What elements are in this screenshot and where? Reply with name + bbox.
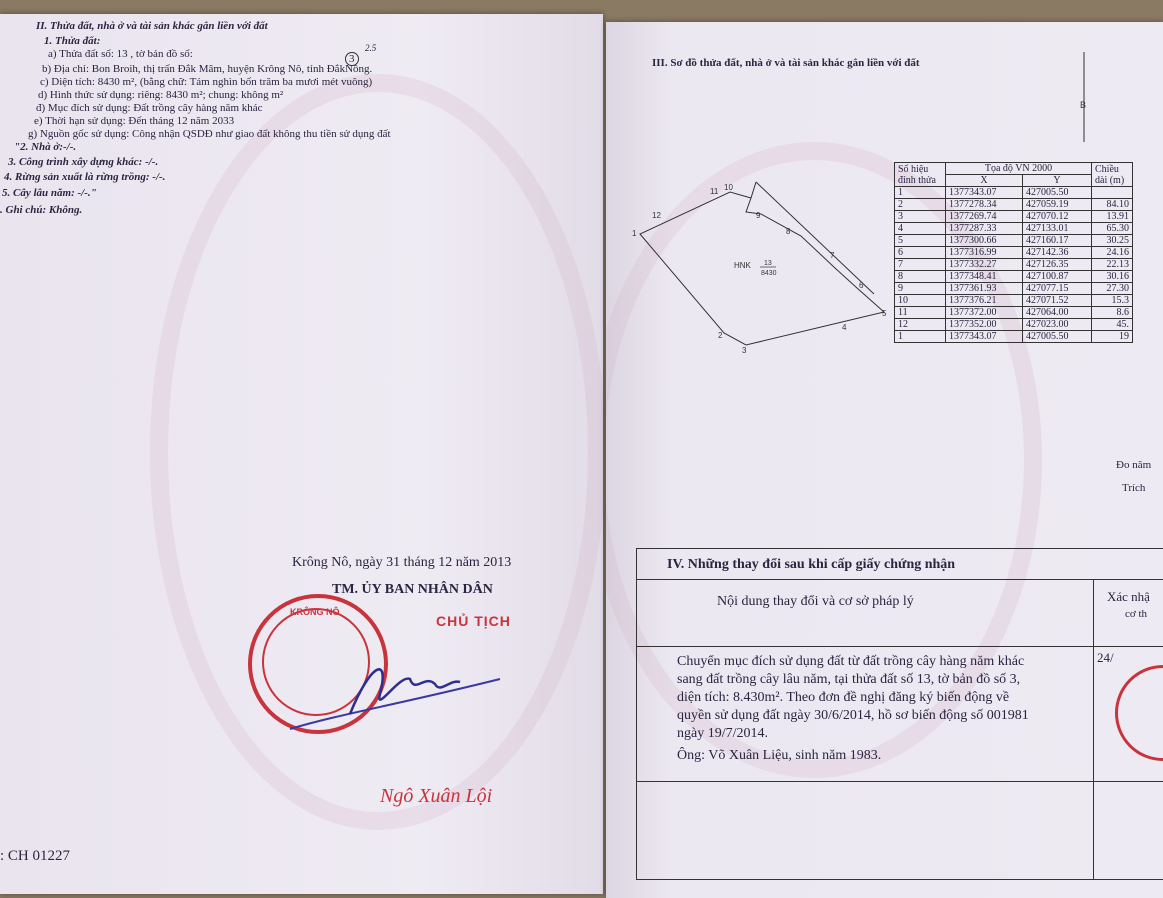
header-length: Chiều dài (m) xyxy=(1092,163,1133,187)
y-cell: 427005.50 xyxy=(1023,187,1092,199)
seal-text: KRÔNG NÔ xyxy=(290,607,340,617)
vertex-cell: 8 xyxy=(895,271,946,283)
change-line: quyền sử dụng đất ngày 30/6/2014, hồ sơ biến động số 001981 xyxy=(677,708,1029,723)
coordinate-row xyxy=(895,187,1133,199)
section-iii-title: III. Sơ đồ thửa đất, nhà ở và tài sản khác gắn liền với đất xyxy=(652,57,920,69)
x-cell: 1377361.93 xyxy=(946,283,1023,295)
coordinate-row xyxy=(895,331,1133,343)
use-form: d) Hình thức sử dụng: riêng: 8430 m²; chung: không m² xyxy=(38,89,284,101)
changes-header-row xyxy=(637,580,1163,647)
vertex-label: 4 xyxy=(842,323,847,332)
other-works-section: 3. Công trình xây dựng khác: -/-. xyxy=(8,156,159,168)
x-cell: 1377287.33 xyxy=(946,223,1023,235)
coordinate-row xyxy=(895,199,1133,211)
change-line: sang đất trồng cây lâu năm, tại thửa đất số 13, tờ bản đồ số 3, xyxy=(677,672,1021,687)
changes-confirm-header-2: cơ th xyxy=(1125,608,1148,620)
vertex-label: 8 xyxy=(786,227,791,236)
x-cell: 1377278.34 xyxy=(946,199,1023,211)
parcel-extension xyxy=(751,182,756,198)
header-y: Y xyxy=(1023,175,1092,187)
vertex-cell: 5 xyxy=(895,235,946,247)
length-cell: 45. xyxy=(1092,319,1133,331)
y-cell: 427023.00 xyxy=(1023,319,1092,331)
changes-content-header: Nội dung thay đổi và cơ sở pháp lý xyxy=(717,594,914,609)
vertex-label: 5 xyxy=(882,309,887,318)
coordinate-row xyxy=(895,307,1133,319)
vertex-cell: 11 xyxy=(895,307,946,319)
changes-title-row xyxy=(637,549,1163,580)
coordinate-row xyxy=(895,247,1133,259)
use-origin: g) Nguồn gốc sử dụng: Công nhận QSDĐ như giao đất không thu tiền sử dụng đất xyxy=(28,128,391,140)
certificate-serial: : CH 01227 xyxy=(0,848,71,864)
coordinate-row xyxy=(895,283,1133,295)
change-entry xyxy=(677,650,1117,765)
vertex-label: 3 xyxy=(742,346,747,355)
notes-section: . Ghi chú: Không. xyxy=(0,204,83,216)
y-cell: 427059.19 xyxy=(1023,199,1092,211)
length-cell: 22.13 xyxy=(1092,259,1133,271)
use-purpose: đ) Mục đích sử dụng: Đất trồng cây hàng năm khác xyxy=(36,102,263,114)
vertex-cell: 7 xyxy=(895,259,946,271)
changes-title: IV. Những thay đổi sau khi cấp giấy chứng nhận xyxy=(667,557,956,572)
right-page xyxy=(606,22,1163,898)
y-cell: 427133.01 xyxy=(1023,223,1092,235)
vertex-cell: 12 xyxy=(895,319,946,331)
coordinate-row xyxy=(895,271,1133,283)
use-term: e) Thời hạn sử dụng: Đến tháng 12 năm 2033 xyxy=(34,115,235,127)
house-section: "2. Nhà ở:-/-. xyxy=(14,141,77,153)
vertex-cell: 9 xyxy=(895,283,946,295)
x-cell: 1377332.27 xyxy=(946,259,1023,271)
perennial-section: 5. Cây lâu năm: -/-." xyxy=(2,187,97,199)
coordinate-rows xyxy=(895,187,1133,343)
y-cell: 427077.15 xyxy=(1023,283,1092,295)
vertex-cell: 10 xyxy=(895,295,946,307)
length-cell: 84.10 xyxy=(1092,199,1133,211)
coordinate-row xyxy=(895,211,1133,223)
coordinate-row xyxy=(895,295,1133,307)
parcel-extension xyxy=(756,182,874,294)
length-cell xyxy=(1092,187,1133,199)
parcel-address: b) Địa chỉ: Bon Broih, thị trấn Đắk Mâm, huyện Krông Nô, tỉnh ĐắkNông. xyxy=(42,63,373,75)
vertex-label: 1 xyxy=(632,229,637,238)
x-cell: 1377343.07 xyxy=(946,331,1023,343)
change-line: ngày 19/7/2014. xyxy=(677,726,768,741)
change-line: Chuyển mục đích sử dụng đất từ đất trồng cây hàng năm khác xyxy=(677,654,1025,669)
left-page xyxy=(0,14,603,894)
vertex-cell: 4 xyxy=(895,223,946,235)
x-cell: 1377300.66 xyxy=(946,235,1023,247)
x-cell: 1377269.74 xyxy=(946,211,1023,223)
issuing-organization: TM. ỦY BAN NHÂN DÂN xyxy=(332,582,493,597)
map-sheet-number: 3 xyxy=(345,52,359,66)
vertex-label: 12 xyxy=(652,211,661,220)
changes-box xyxy=(636,548,1163,880)
map-sheet-note: 2.5 xyxy=(365,43,377,53)
north-arrow-label: B xyxy=(1080,100,1087,110)
signer-role: CHỦ TỊCH xyxy=(436,613,511,629)
vertex-cell: 1 xyxy=(895,331,946,343)
signer-name: Ngô Xuân Lội xyxy=(380,785,493,807)
y-cell: 427100.87 xyxy=(1023,271,1092,283)
vertex-label: 2 xyxy=(718,331,723,340)
vertex-label: 11 xyxy=(710,187,719,196)
length-cell: 24.16 xyxy=(1092,247,1133,259)
x-cell: 1377348.41 xyxy=(946,271,1023,283)
vertex-cell: 3 xyxy=(895,211,946,223)
coordinate-row xyxy=(895,259,1133,271)
header-coordinates: Tọa độ VN 2000 xyxy=(946,163,1092,175)
y-cell: 427160.17 xyxy=(1023,235,1092,247)
changes-confirm-header: Xác nhậ xyxy=(1107,589,1150,604)
parcel-area: c) Diện tích: 8430 m², (bằng chữ: Tám nghìn bốn trăm ba mươi mét vuông) xyxy=(40,76,373,88)
issue-date: Krông Nô, ngày 31 tháng 12 năm 2013 xyxy=(292,555,512,570)
x-cell: 1377316.99 xyxy=(946,247,1023,259)
parcel-heading: 1. Thửa đất: xyxy=(44,35,101,47)
coordinate-row xyxy=(895,235,1133,247)
parcel-number-label: 13 xyxy=(764,260,772,267)
parcel-number: a) Thửa đất số: 13 , tờ bản đồ số: xyxy=(48,48,193,60)
changes-row-divider xyxy=(637,781,1163,782)
length-cell: 8.6 xyxy=(1092,307,1133,319)
vertex-cell: 2 xyxy=(895,199,946,211)
vertex-label: 7 xyxy=(830,251,835,260)
length-cell: 30.25 xyxy=(1092,235,1133,247)
vertex-label: 10 xyxy=(724,183,733,192)
length-cell: 15.3 xyxy=(1092,295,1133,307)
x-cell: 1377352.00 xyxy=(946,319,1023,331)
change-line: Ông: Võ Xuân Liệu, sinh năm 1983. xyxy=(677,748,882,763)
survey-year-label: Đo năm xyxy=(1116,459,1152,471)
y-cell: 427005.50 xyxy=(1023,331,1092,343)
confirm-date: 24/ xyxy=(1097,650,1114,665)
header-vertex: Số hiệu đỉnh thửa xyxy=(895,163,946,187)
vertex-label: 9 xyxy=(756,211,761,220)
length-cell: 65.30 xyxy=(1092,223,1133,235)
y-cell: 427071.52 xyxy=(1023,295,1092,307)
change-line: diện tích: 8.430m². Theo đơn đề nghị đăng ký biến động về xyxy=(677,690,1010,705)
y-cell: 427126.35 xyxy=(1023,259,1092,271)
header-x: X xyxy=(946,175,1023,187)
section-ii-title: II. Thửa đất, nhà ở và tài sản khác gắn liền với đất xyxy=(36,20,268,32)
length-cell: 19 xyxy=(1092,331,1133,343)
length-cell: 13.91 xyxy=(1092,211,1133,223)
x-cell: 1377372.00 xyxy=(946,307,1023,319)
change-seal xyxy=(1115,665,1163,761)
forest-section: 4. Rừng sản xuất là rừng trồng: -/-. xyxy=(4,171,166,183)
coordinate-row xyxy=(895,223,1133,235)
extract-label: Trích xyxy=(1122,482,1146,494)
x-cell: 1377376.21 xyxy=(946,295,1023,307)
vertex-label: 6 xyxy=(859,281,864,290)
length-cell: 27.30 xyxy=(1092,283,1133,295)
x-cell: 1377343.07 xyxy=(946,187,1023,199)
signature xyxy=(280,634,510,744)
vertex-cell: 1 xyxy=(895,187,946,199)
y-cell: 427064.00 xyxy=(1023,307,1092,319)
coordinate-table xyxy=(894,162,1133,343)
parcel-area-label: 8430 xyxy=(761,270,777,277)
y-cell: 427070.12 xyxy=(1023,211,1092,223)
length-cell: 30.16 xyxy=(1092,271,1133,283)
y-cell: 427142.36 xyxy=(1023,247,1092,259)
parcel-label: HNK xyxy=(734,261,751,270)
coordinate-row xyxy=(895,319,1133,331)
vertex-cell: 6 xyxy=(895,247,946,259)
